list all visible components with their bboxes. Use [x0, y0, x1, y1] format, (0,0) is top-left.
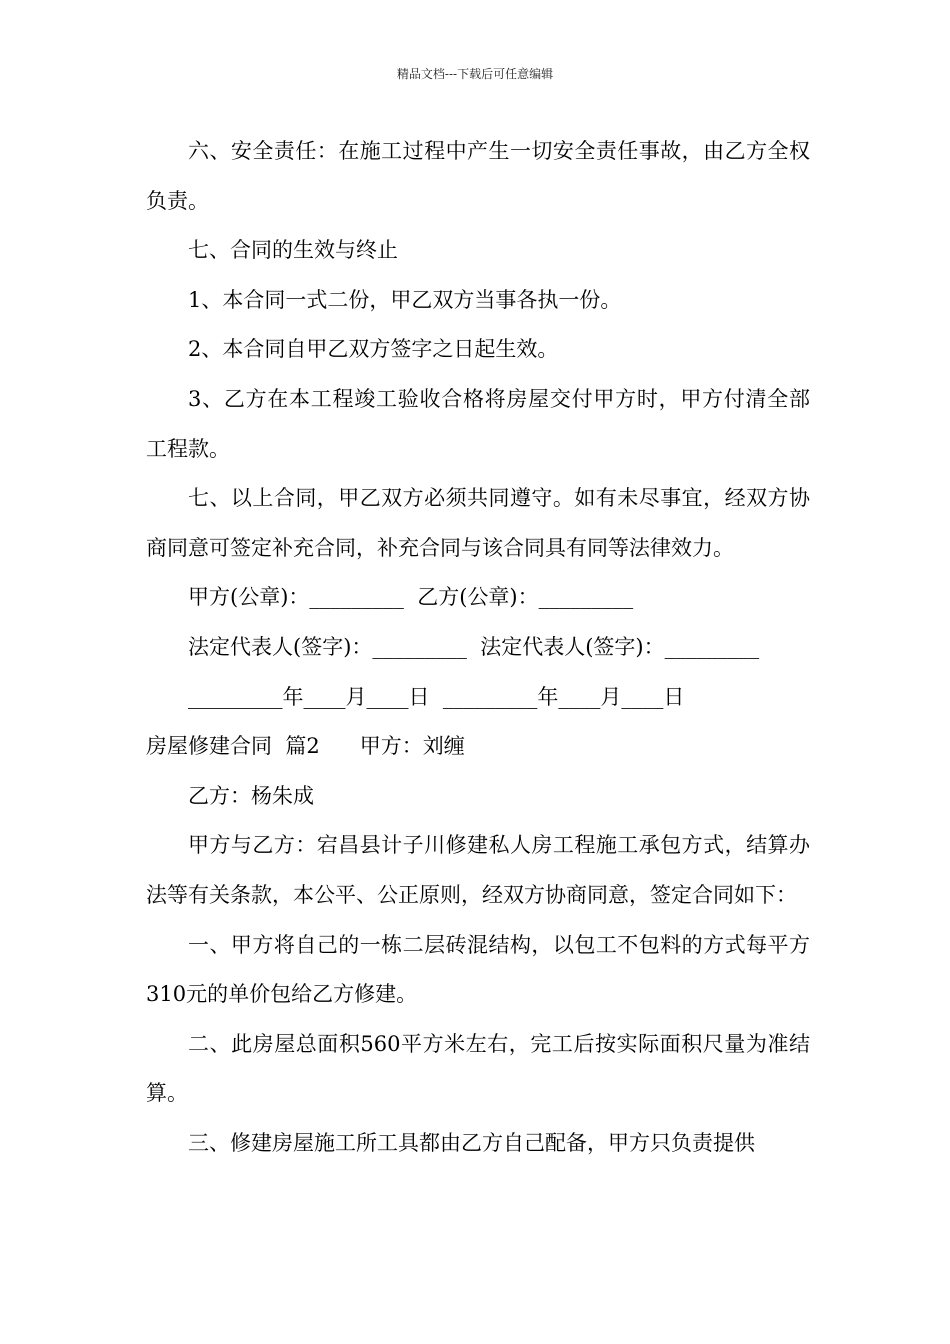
signature-date-line: _________年____月____日 _________年____月____日 — [188, 684, 685, 709]
signature-seal-line: 甲方(公章)：_________ 乙方(公章)：_________ — [188, 585, 634, 610]
page-header: 精品文档---下载后可任意编辑 — [396, 67, 554, 81]
clause-compliance: 七、以上合同，甲乙双方必须共同遵守。如有未尽事宜，经双方协商同意可签定补充合同，补充合同与该合同具有同等法律效力。 — [146, 486, 810, 560]
clause-payment: 3、乙方在本工程竣工验收合格将房屋交付甲方时，甲方付清全部工程款。 — [146, 386, 810, 461]
clause-effective: 2、本合同自甲乙双方签字之日起生效。 — [188, 337, 559, 362]
signature-rep-line: 法定代表人(签字)：_________ 法定代表人(签字)：_________ — [188, 634, 760, 659]
contract2-title-line: 房屋修建合同 篇2 甲方：刘缠 — [146, 734, 465, 759]
contract2-party-b: 乙方：杨朱成 — [188, 783, 314, 808]
contract2-intro: 甲方与乙方：宕昌县计子川修建私人房工程施工承包方式，结算办法等有关条款，本公平、公正原则，经双方协商同意，签定合同如下： — [146, 833, 810, 907]
section-heading-effect: 七、合同的生效与终止 — [188, 238, 398, 263]
contract2-clause-3: 三、修建房屋施工所工具都由乙方自己配备，甲方只负责提供 — [188, 1130, 755, 1155]
contract2-clause-2: 二、此房屋总面积560平方米左右，完工后按实际面积尺量为准结算。 — [146, 1031, 810, 1106]
clause-copies: 1、本合同一式二份，甲乙双方当事各执一份。 — [188, 287, 622, 312]
document-body — [146, 127, 810, 1168]
contract2-clause-1: 一、甲方将自己的一栋二层砖混结构，以包工不包料的方式每平方310元的单价包给乙方修建。 — [146, 932, 810, 1007]
clause-safety: 六、安全责任：在施工过程中产生一切安全责任事故，由乙方全权负责。 — [146, 139, 810, 213]
